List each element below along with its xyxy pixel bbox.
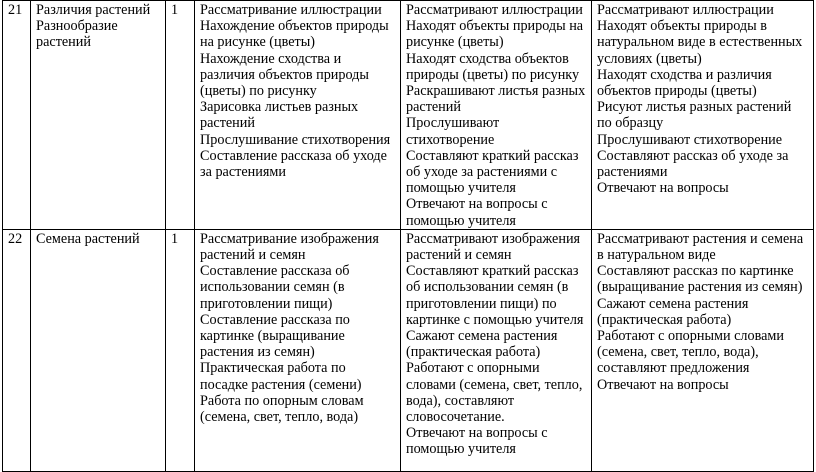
lesson-plan-table (2, 0, 814, 472)
activity-item: Сажают семена растения (практическая работа) (406, 328, 558, 361)
content-item: Рассматривание изображения растений и семян (200, 230, 379, 264)
hours-value: 1 (171, 2, 179, 18)
topic-line: Разнообразие растений (36, 18, 118, 51)
content-item: Нахождение объектов природы на рисунке (цветы) (200, 18, 389, 51)
content-item: Рассматривание иллюстрации (200, 2, 382, 18)
activity-item: Находят сходства и различия объектов природы (цветы) (597, 66, 772, 100)
topic-cell (31, 229, 166, 471)
activity-item: Составляют краткий рассказ об использовании семян (в приготовлении пищи) по картинке с помощью учителя (406, 263, 584, 328)
content-item: Составление рассказа по картинке (выращивание растения из семян) (200, 311, 350, 361)
activities-min-cell (401, 229, 592, 471)
hours-cell (166, 229, 195, 471)
content-cell (195, 229, 401, 471)
content-item: Зарисовка листьев разных растений (200, 99, 359, 132)
activity-item: Находят сходства объектов природы (цветы) по рисунку (406, 50, 580, 83)
activity-item: Рисуют листья разных растений по образцу (597, 99, 792, 132)
lesson-number: 22 (8, 230, 23, 247)
activities-suff-cell (592, 229, 814, 471)
activity-item: Находят объекты природы в натуральном виде в естественных условиях (цветы) (597, 18, 803, 67)
activity-item: Рассматривают изображения растений и семян (406, 230, 581, 264)
activity-item: Сажают семена растения (практическая работа) (597, 295, 749, 328)
activity-item: Отвечают на вопросы с помощью учителя (406, 425, 548, 458)
content-item: Прослушивание стихотворения (200, 131, 391, 148)
topic-cell (31, 1, 166, 230)
content-item: Нахождение сходства и различия объектов природы (цветы) по рисунку (200, 50, 369, 100)
activity-item: Отвечают на вопросы с помощью учителя (406, 196, 548, 229)
activity-item: Прослушивают стихотворение (406, 115, 500, 148)
activities-suff-cell (592, 1, 814, 230)
activity-item: Отвечают на вопросы (597, 376, 729, 393)
content-item: Составление рассказа об уходе за растениями (200, 147, 387, 181)
activities-min-cell (401, 1, 592, 230)
table-row (3, 229, 814, 471)
activity-item: Работают с опорными словами (семена, свет, тепло, вода), составляют предложения (597, 328, 784, 377)
activity-item: Раскрашивают листья разных растений (406, 83, 586, 116)
lesson-number-cell (3, 1, 31, 230)
lesson-number: 21 (8, 2, 23, 18)
content-item: Практическая работа по посадке растения (семени) (200, 360, 362, 393)
activity-item: Рассматривают иллюстрации (406, 2, 583, 18)
hours-value: 1 (171, 230, 179, 247)
activity-item: Прослушивают стихотворение (597, 131, 783, 148)
activity-item: Рассматривают растения и семена в натуральном виде (597, 230, 804, 264)
table-row (3, 1, 814, 230)
topic-line: Семена растений (36, 230, 140, 247)
activity-item: Работают с опорными словами (семена, свет, тепло, вода), составляют словосочетание. (406, 360, 583, 426)
topic-line: Различия растений (36, 2, 151, 18)
lesson-number-cell (3, 229, 31, 471)
content-item: Работа по опорным словам (семена, свет, тепло, вода) (200, 392, 364, 426)
activity-item: Находят объекты природы на рисунке (цветы) (406, 18, 584, 51)
content-item: Составление рассказа об использовании семян (в приготовлении пищи) (200, 263, 350, 312)
hours-cell (166, 1, 195, 230)
activity-item: Составляют рассказ об уходе за растениями (597, 147, 789, 181)
activity-item: Составляют рассказ по картинке (выращивание растения из семян) (597, 263, 803, 296)
content-cell (195, 1, 401, 230)
activity-item: Рассматривают иллюстрации (597, 2, 774, 18)
activity-item: Составляют краткий рассказ об уходе за растениями с помощью учителя (406, 147, 579, 197)
activity-item: Отвечают на вопросы (597, 180, 729, 197)
